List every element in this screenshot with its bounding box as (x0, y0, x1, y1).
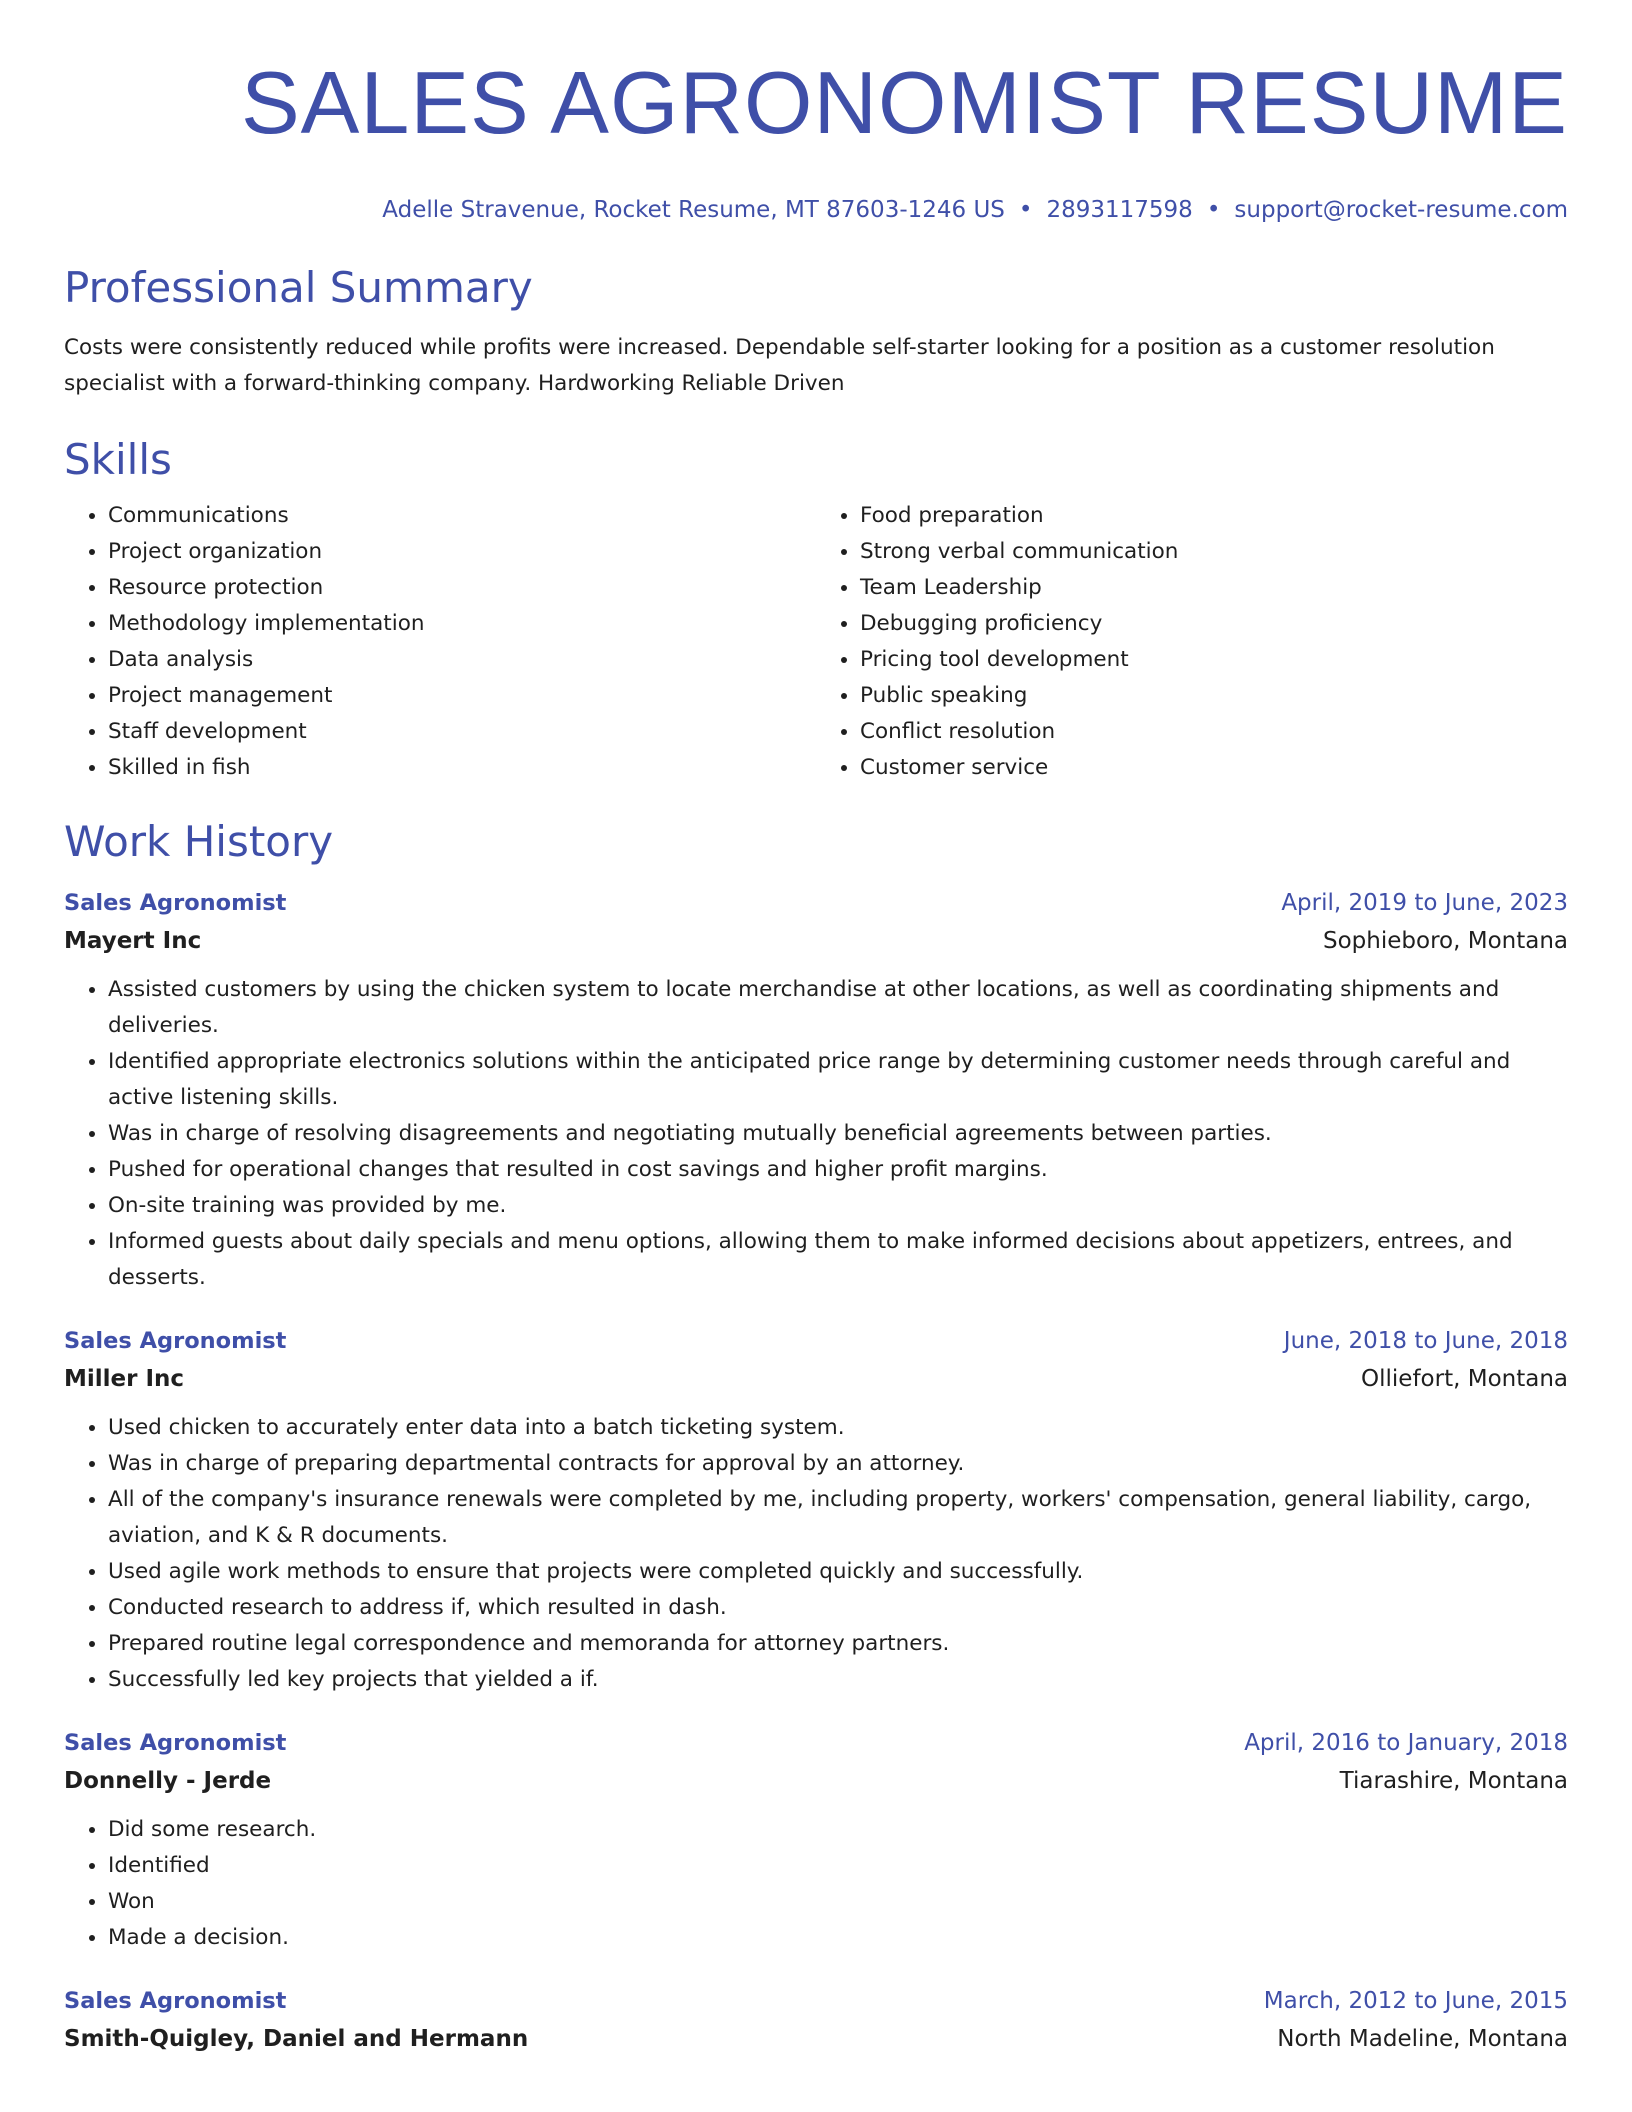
skill-item: • Conflict resolution (860, 714, 1568, 750)
job-subheader (64, 1762, 1568, 1800)
skills-heading: Skills (64, 435, 172, 484)
job-company: Smith-Quigley, Daniel and Hermann (64, 2026, 529, 2052)
summary-text: Costs were consistently reduced while profits were increased. Dependable self-starter looking for a position as a customer resolution specialist with a forward-thinking company. Hardworking Reliable Driven (64, 335, 1495, 396)
skill-item: • Project management (108, 678, 816, 714)
skill-item: • Team Leadership (860, 570, 1568, 606)
skill-item: • Communications (108, 498, 816, 534)
job-duty: • Conducted research to address if, which resulted in dash. (108, 1590, 1568, 1626)
skill-item: • Staff development (108, 714, 816, 750)
job-title: Sales Agronomist (64, 1328, 287, 1354)
job-dates: April, 2016 to January, 2018 (1244, 1730, 1568, 1756)
job-entry (64, 884, 1568, 1296)
job-duties (64, 1410, 1568, 1698)
summary-heading: Professional Summary (64, 263, 533, 312)
job-duty: • Used agile work methods to ensure that projects were completed quickly and successfully. (108, 1554, 1568, 1590)
job-duty: • Informed guests about daily specials and menu options, allowing them to make informed decisions about appetizers, entrees, and desserts. (108, 1224, 1568, 1296)
job-duty: • Identified (108, 1848, 1568, 1884)
job-location: Tiarashire, Montana (1339, 1768, 1568, 1794)
job-duty: • Won (108, 1884, 1568, 1920)
job-duty: • Was in charge of preparing departmental contracts for approval by an attorney. (108, 1446, 1568, 1482)
job-entry (64, 1982, 1568, 2058)
skill-item: • Project organization (108, 534, 816, 570)
job-location: Sophieboro, Montana (1323, 928, 1568, 954)
job-company: Mayert Inc (64, 928, 202, 954)
resume-title: SALES AGRONOMIST RESUME (240, 53, 1568, 152)
job-duty: • Prepared routine legal correspondence and memoranda for attorney partners. (108, 1626, 1568, 1662)
job-company: Miller Inc (64, 1366, 185, 1392)
job-title: Sales Agronomist (64, 890, 287, 916)
skill-item: • Strong verbal communication (860, 534, 1568, 570)
skill-item: • Food preparation (860, 498, 1568, 534)
job-dates: March, 2012 to June, 2015 (1263, 1988, 1568, 2014)
job-dates: April, 2019 to June, 2023 (1281, 890, 1568, 916)
contact-separator: • (1206, 197, 1221, 223)
skill-item: • Public speaking (860, 678, 1568, 714)
skill-item: • Data analysis (108, 642, 816, 678)
skill-item: • Customer service (860, 750, 1568, 786)
job-location: Olliefort, Montana (1361, 1366, 1568, 1392)
job-duty: • Used chicken to accurately enter data into a batch ticketing system. (108, 1410, 1568, 1446)
job-header (64, 884, 1568, 922)
job-title: Sales Agronomist (64, 1730, 287, 1756)
job-duty: • Did some research. (108, 1812, 1568, 1848)
skill-item: • Pricing tool development (860, 642, 1568, 678)
job-subheader (64, 922, 1568, 960)
job-title: Sales Agronomist (64, 1988, 287, 2014)
skills-column-right (816, 498, 1568, 786)
job-header (64, 1724, 1568, 1762)
job-duties (64, 972, 1568, 1296)
job-subheader (64, 1360, 1568, 1398)
job-entry (64, 1724, 1568, 1956)
job-duty: • Identified appropriate electronics solutions within the anticipated price range by determining customer needs through careful and active listening skills. (108, 1044, 1568, 1116)
job-duties (64, 1812, 1568, 1956)
contact-address: Adelle Stravenue, Rocket Resume, MT 87603-1246 US (382, 197, 1005, 223)
job-duty: • Made a decision. (108, 1920, 1568, 1956)
job-subheader (64, 2020, 1568, 2058)
skills-list (64, 498, 1568, 786)
job-header (64, 1322, 1568, 1360)
skill-item: • Methodology implementation (108, 606, 816, 642)
contact-line (64, 196, 1568, 224)
job-dates: June, 2018 to June, 2018 (1283, 1328, 1568, 1354)
job-entry (64, 1322, 1568, 1698)
job-company: Donnelly - Jerde (64, 1768, 272, 1794)
job-duty: • Successfully led key projects that yielded a if. (108, 1662, 1568, 1698)
job-duty: • Pushed for operational changes that resulted in cost savings and higher profit margins. (108, 1152, 1568, 1188)
contact-email: support@rocket-resume.com (1234, 197, 1568, 223)
job-duty: • All of the company's insurance renewals were completed by me, including property, workers' compensation, general liability, cargo, aviation, and K & R documents. (108, 1482, 1568, 1554)
job-header (64, 1982, 1568, 2020)
skill-item: • Debugging proficiency (860, 606, 1568, 642)
job-duty: • Was in charge of resolving disagreements and negotiating mutually beneficial agreements between parties. (108, 1116, 1568, 1152)
job-location: North Madeline, Montana (1277, 2026, 1568, 2052)
work-history-heading: Work History (64, 817, 334, 866)
job-duty: • On-site training was provided by me. (108, 1188, 1568, 1224)
job-duty: • Assisted customers by using the chicken system to locate merchandise at other locations, as well as coordinating shipments and deliveries. (108, 972, 1568, 1044)
skills-column-left (64, 498, 816, 786)
skill-item: • Skilled in fish (108, 750, 816, 786)
contact-separator: • (1018, 197, 1033, 223)
contact-phone: 2893117598 (1046, 197, 1193, 223)
skill-item: • Resource protection (108, 570, 816, 606)
